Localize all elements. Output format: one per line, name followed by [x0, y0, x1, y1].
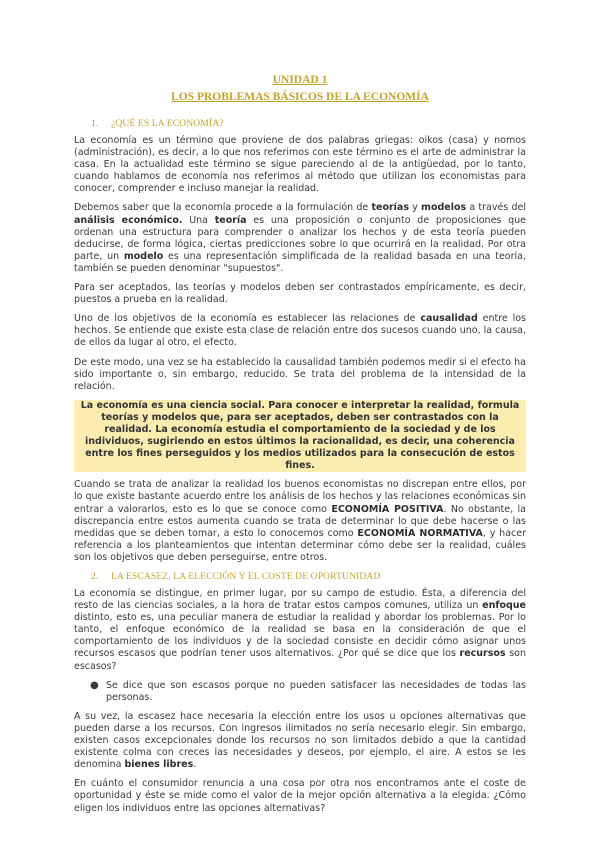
paragraph-intensity: De este modo, una vez se ha establecido la causalidad también podemos medir si el efecto ha sido importante o, sin embargo, reducido. Se trata del problema de la intensidad de la relación. — [74, 356, 526, 392]
paragraph-theories-models: Debemos saber que la economía procede a la formulación de teorías y modelos a través del análisis económico. Una teoría es una proposición o conjunto de proposiciones que ordenan una estructura para comprender o analizar los hechos y de esta teoría pueden deducirse, de forma lógica, ciertas predicciones sobre lo que ocurrirá en la realidad. Por otra parte, un modelo es una representación simplificada de la realidad basada en una teoría, también se pueden denominar "supuestos". — [74, 202, 526, 274]
section-number: 2. — [91, 571, 99, 582]
section-title: LA ESCASEZ, LA ELECCIÓN Y EL COSTE DE OPORTUNIDAD — [111, 571, 381, 582]
paragraph-empirical-testing: Para ser aceptados, las teorías y modelos deben ser contrastados empíricamente, es decir, puestos a prueba en la realidad. — [74, 282, 526, 306]
section-heading-1 — [91, 118, 526, 129]
paragraph-positive-normative: Cuando se trata de analizar la realidad los buenos economistas no discrepan entre ellos, por lo que existe bastante acuerdo entre los análisis de los hechos y las relaciones económicas sin entrar a valorarlos, esto es lo que se conoce como ECONOMÍA POSITIVA. No obstante, la discrepancia entre estos aumenta cuando se trata de determinar lo que debe hacerse o las medidas que se deben tomar, a esto lo conocemos como ECONOMÍA NORMATIVA, y hacer referencia a los planteamientos que intentan determinar cómo debe ser la realidad, cuáles son los objetivos que deben perseguirse, entre otros. — [74, 479, 526, 563]
section-number: 1. — [91, 118, 99, 129]
paragraph-causality: Uno de los objetivos de la economía es establecer las relaciones de causalidad entre los hechos. Se entiende que existe esta clase de relación entre dos sucesos cuando uno, la causa, de ellos da lugar al otro, el efecto. — [74, 313, 526, 349]
paragraph-opportunity-cost: En cuánto el consumidor renuncia a una cosa por otra nos encontramos ante el coste de oportunidad y éste se mide como el valor de la mejor opción alternativa a la elegida. ¿Cómo eligen los individuos entre las opciones alternativas? — [74, 778, 526, 814]
unit-title: LOS PROBLEMAS BÁSICOS DE LA ECONOMÍA — [171, 91, 429, 103]
paragraph-economy-definition: La economía es un término que proviene de dos palabras griegas: oikos (casa) y nomos (administración), es decir, a lo que nos referimos con este término es el arte de administrar la casa. En la actualidad este término se sigue pareciendo al de la antigüedad, por lo tanto, cuando hablamos de economía nos referimos al método que utilizan los economistas para conocer, comprender e incluso manejar la realidad. — [74, 135, 526, 195]
paragraph-scarcity-choice: A su vez, la escasez hace necesaria la elección entre los usos u opciones alternativas que pueden darse a los recursos. Con ingresos ilimitados no sería necesario elegir. Sin embargo, existen casos excepcionales donde los recursos no son limitados debido a que la cantidad existente colma con creces las necesidades y deseos, por ejemplo, el aire. A estos se les denomina bienes libres. — [74, 710, 526, 771]
paragraph-economic-approach: La economía se distingue, en primer lugar, por su campo de estudio. Ésta, a diferencia del resto de las ciencias sociales, a la hora de tratar estos campos comunes, utiliza un enfoque distinto, esto es, una peculiar manera de estudiar la realidad y abordar los problemas. Por lo tanto, el enfoque económico de la realidad se basa en la consideración de que el comportamiento de los individuos y de la sociedad consiste en decidir cómo asignar unos recursos escasos que podrían tener usos alternativos. ¿Por qué se dice que los recursos son escasos? — [74, 588, 526, 672]
unit-label: UNIDAD 1 — [272, 74, 328, 86]
unit-header — [74, 72, 526, 106]
bullet-icon: ● — [90, 679, 99, 691]
bullet-item — [90, 680, 526, 704]
section-title: ¿QUÉ ES LA ECONOMÍA? — [111, 118, 224, 129]
highlighted-summary: La economía es una ciencia social. Para conocer e interpretar la realidad, formula teorías y modelos que, para ser aceptados, deben ser contrastados con la realidad. La economía estudia el comportamiento de la sociedad y de los individuos, sugiriendo en estos últimos la racionalidad, es decir, una coherencia entre los fines perseguidos y los medios utilizados para la consecución de estos fines. — [74, 400, 526, 473]
bullet-text: Se dice que son escasos porque no pueden satisfacer las necesidades de todas las personas. — [106, 679, 526, 703]
section-heading-2 — [91, 571, 526, 582]
